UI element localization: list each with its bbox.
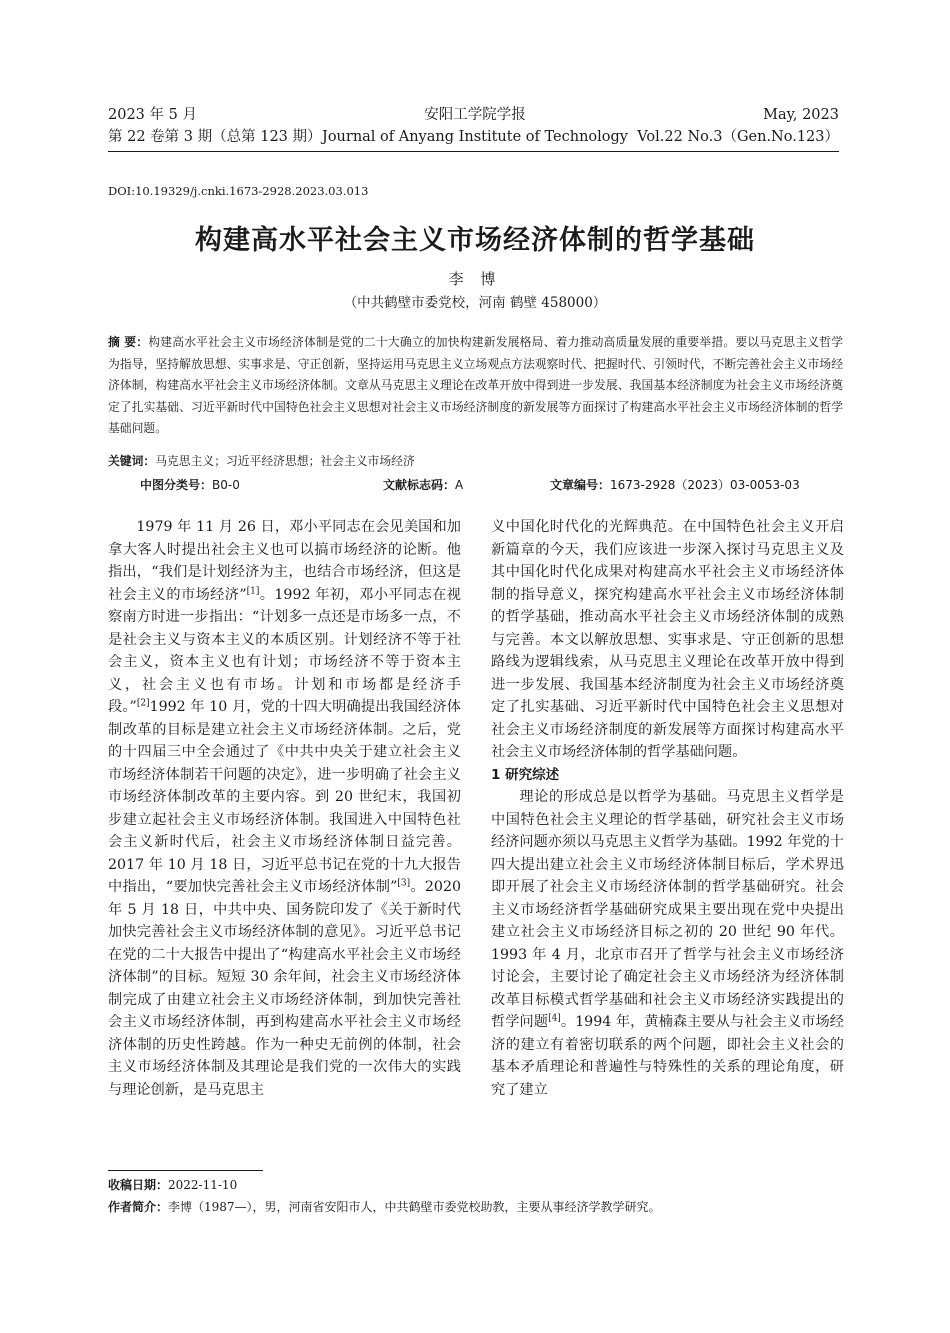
clc-value: B0-0 [212,478,240,492]
header-volume-en: Vol.22 No.3（Gen.No.123） [637,129,839,145]
article-number-label: 文章编号： [550,478,611,492]
body-text: 1992 年 10 月，党的十四大明确提出我国经济体制改革的目标是建立社会主义市场经济体制。之后，党的十四届三中全会通过了《中共中央关于建立社会主义市场经济体制若干问题的决定》，进一步明确了社会主义市场经济体制改革的主要内容。到 20 世纪末，我国初步建立起社会主义市场经济体制。我国进入中国特色社会主义新时代后，社会主义市场经济体制日益完善。2017 年 10 月 18 日，习近平总书记在党的十九大报告中指出，“要加快完善社会主义市场经济体制” [108,699,461,895]
author-bio [108,1197,661,1217]
document-code [383,476,463,493]
bio-label: 作者简介： [108,1200,169,1214]
doc-code-label: 文献标志码： [383,478,456,492]
keywords [108,451,843,471]
header-date: 2023 年 5 月 [108,107,197,123]
body-paragraph [108,516,461,1101]
article-number [550,476,800,493]
author-name: 李 博 [448,270,502,288]
body-paragraph: 义中国化时代化的光辉典范。在中国特色社会主义开启新篇章的今天，我们应该进一步深入探讨马克思主义及其中国化时代化成果对构建高水平社会主义市场经济体制的指导意义，探究构建高水平社会主义市场经济体制的哲学基础，推动高水平社会主义市场经济体制的成熟与完善。本文以解放思想、实事求是、守正创新的思想路线为逻辑线索，从马克思主义理论在改革开放中得到进一步发展、我国基本经济制度为社会主义市场经济奠定了扎实基础、习近平新时代中国特色社会主义思想对社会主义市场经济制度的新发展等方面探讨构建高水平社会主义市场经济体制的哲学基础问题。 [491,519,844,760]
body-text: 。2020 年 5 月 18 日，中共中央、国务院印发了《关于新时代加快完善社会主义市场经济体制的意见》。习近平总书记在党的二十大报告中提出了“构建高水平社会主义市场经济体制”的目标。短短 30 余年间，社会主义市场经济体制完成了由建立社会主义市场经济体制，到加快完善社会主义市场经济体制，再到构建高水平社会主义市场经济体制的历史性跨越。作为一种史无前例的体制，社会主义市场经济体制及其理论是我们党的一次伟大的实践与理论创新，是马克思主 [108,879,461,1098]
keywords-label: 关键词： [108,454,156,468]
footnote-rule [108,1170,263,1171]
citation: [4] [548,1013,561,1024]
abstract-text: 构建高水平社会主义市场经济体制是党的二十大确立的加快构建新发展格局、着力推动高质量发展的重要举措。要以马克思主义哲学为指导，坚持解放思想、实事求是、守正创新，坚持运用马克思主义立场观点方法观察时代、把握时代、引领时代，不断完善社会主义市场经济体制，构建高水平社会主义市场经济体制。文章从马克思主义理论在改革开放中得到进一步发展、我国基本经济制度为社会主义市场经济奠定了扎实基础、习近平新时代中国特色社会主义思想对社会主义市场经济制度的新发展等方面探讨了构建高水平社会主义市场经济体制的哲学基础问题。 [108,335,844,435]
body-text: 。1992 年初，邓小平同志在视察南方时进一步指出：“计划多一点还是市场多一点，不是社会主义与资本主义的本质区别。计划经济不等于社会主义，资本主义也有计划；市场经济不等于资本主义，社会主义也有市场。计划和市场都是经济手段。” [108,586,461,715]
citation: [3] [397,878,411,889]
keywords-text: 马克思主义；习近平经济思想；社会主义市场经济 [155,454,415,468]
body-text: 1979 年 11 月 26 日，邓小平同志在会见美国和加拿大客人时提出社会主义也可以搞市场经济的论断。他指出，“我们是计划经济为主，也结合市场经济，但这是社会主义的市场经济” [108,519,461,603]
received-value: 2022-11-10 [168,1178,238,1192]
doi: DOI:10.19329/j.cnki.1673-2928.2023.03.013 [108,184,369,198]
header-right [637,104,839,148]
received-label: 收稿日期： [108,1178,169,1192]
journal-name-cn: 安阳工学院学报 [424,107,526,123]
article-number-value: 1673-2928（2023）03-0053-03 [610,478,800,492]
doc-code-value: A [455,478,464,492]
body-paragraph [491,786,844,1101]
clc-label: 中图分类号： [140,478,213,492]
citation: [1] [246,585,260,596]
bio-value: 李博（1987—），男，河南省安阳市人，中共鹤壁市委党校助教，主要从事经济学教学研究。 [168,1200,661,1214]
abstract [108,332,843,440]
citation: [2] [136,698,150,709]
header-rule [108,151,839,152]
body-text: 理论的形成总是以哲学为基础。马克思主义哲学是中国特色社会主义理论的哲学基础，研究社会主义市场经济问题亦须以马克思主义哲学为基础。1992 年党的十四大提出建立社会主义市场经济体制目标后，学术界迅即开展了社会主义市场经济体制的哲学基础研究。社会主义市场经济哲学基础研究成果主要出现在党中央提出建立社会主义市场经济目标之初的 20 世纪 90 年代。1993 年 4 月，北京市召开了哲学与社会主义市场经济讨论会，主要讨论了确定社会主义市场经济为经济体制改革目标模式哲学基础和社会主义市场经济实践提出的哲学问题 [491,789,844,1030]
body-column-left [108,516,461,1101]
journal-name-en: Journal of Anyang Institute of Technology [322,129,628,145]
article-title: 构建高水平社会主义市场经济体制的哲学基础 [195,225,755,256]
header-volume: 第 22 卷第 3 期（总第 123 期） [108,129,322,145]
header-date-en: May, 2023 [763,107,839,123]
received-date [108,1175,237,1195]
abstract-label: 摘 要： [108,335,149,349]
body-column-right [491,516,844,1101]
body-text: 。1994 年，黄楠森主要从与社会主义市场经济的建立有着密切联系的两个问题，即社会主义社会的基本矛盾理论和普遍性与特殊性的关系的理论角度，研究了建立 [491,1014,844,1098]
author-affiliation: （中共鹤壁市委党校，河南 鹤壁 458000） [343,295,607,311]
section-heading: 1 研究综述 [491,766,560,783]
clc-number [140,476,240,493]
